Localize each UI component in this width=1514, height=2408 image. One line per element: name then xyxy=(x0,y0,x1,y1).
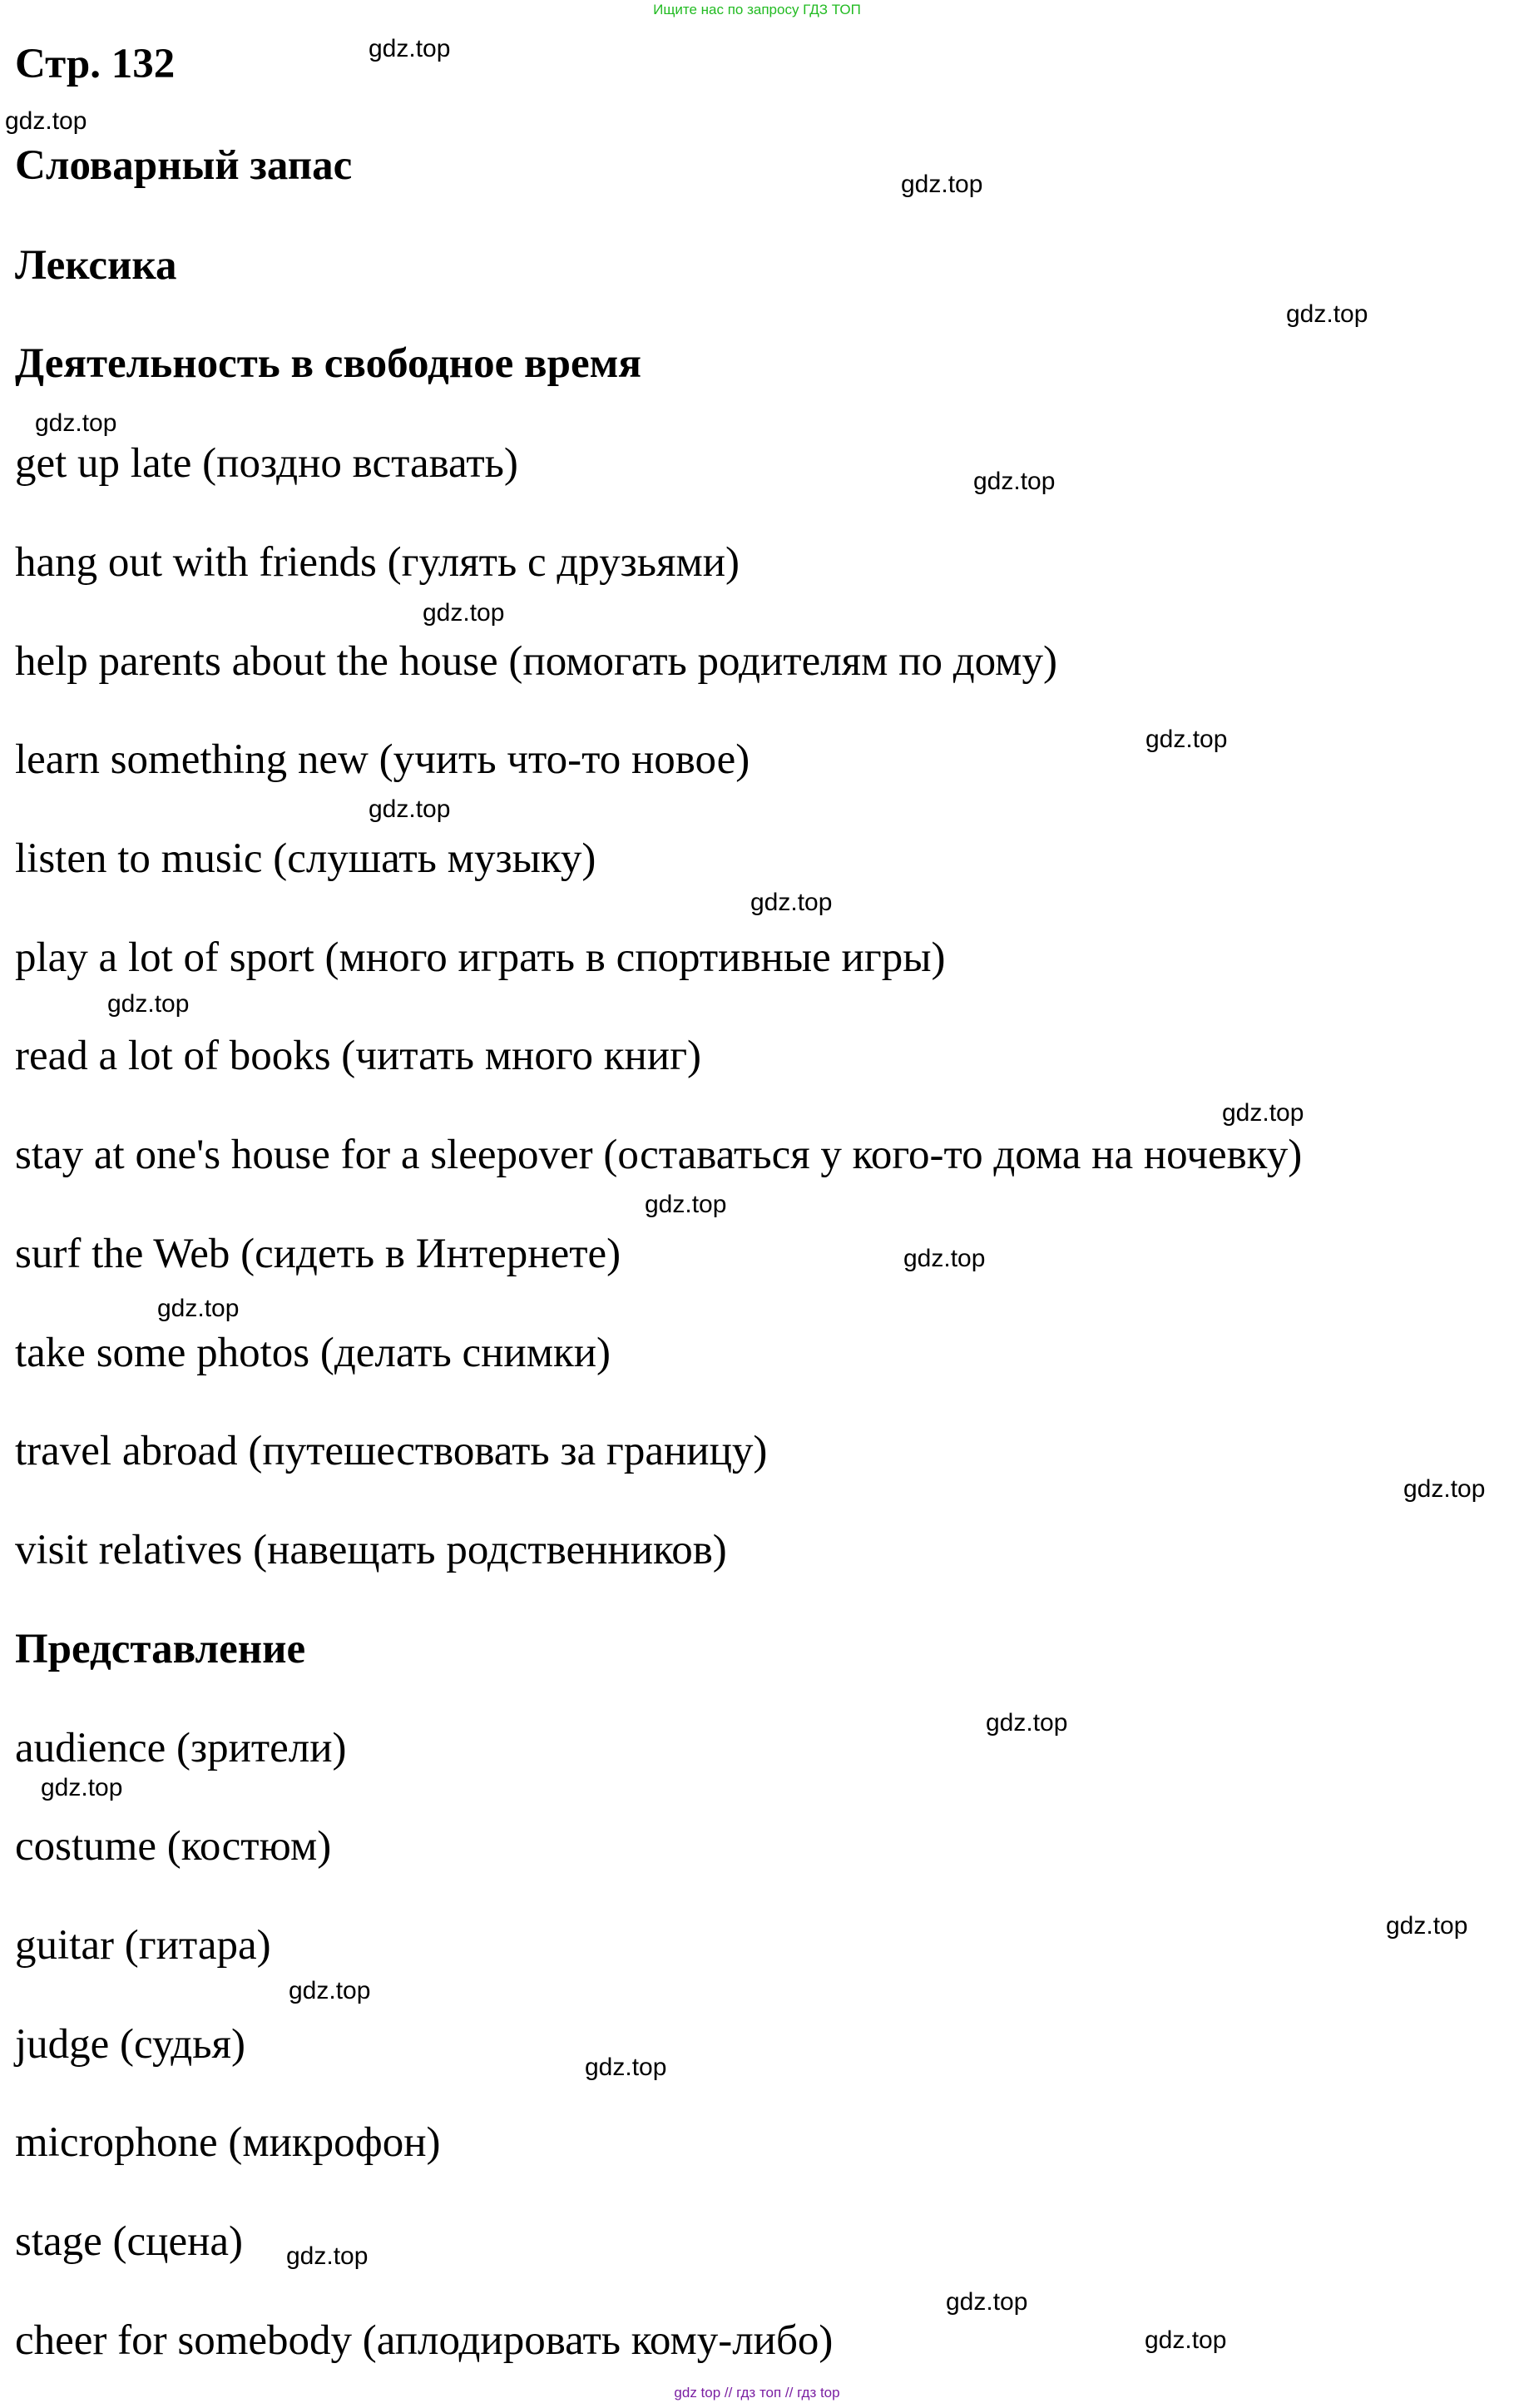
watermark: gdz.top xyxy=(5,107,87,135)
bottom-banner: gdz top // гдз топ // гдз top xyxy=(674,2385,840,2401)
watermark: gdz.top xyxy=(286,2242,369,2270)
watermark: gdz.top xyxy=(986,1709,1068,1737)
subsection-heading: Лексика xyxy=(15,242,177,289)
performance-heading: Представление xyxy=(15,1626,306,1672)
vocab-entry: visit relatives (навещать родственников) xyxy=(15,1527,727,1573)
vocab-entry: travel abroad (путешествовать за границу) xyxy=(15,1428,768,1474)
watermark: gdz.top xyxy=(35,409,117,437)
vocab-entry: surf the Web (сидеть в Интернете) xyxy=(15,1231,621,1277)
watermark: gdz.top xyxy=(157,1295,240,1322)
vocab-entry: stay at one's house for a sleepover (оставаться у кого-то дома на ночевку) xyxy=(15,1132,1303,1178)
watermark: gdz.top xyxy=(289,1977,371,2004)
watermark: gdz.top xyxy=(973,468,1056,495)
vocab-entry: help parents about the house (помогать родителям по дому) xyxy=(15,638,1057,685)
watermark: gdz.top xyxy=(585,2054,667,2081)
watermark: gdz.top xyxy=(903,1245,986,1272)
watermark: gdz.top xyxy=(1403,1475,1486,1503)
watermark: gdz.top xyxy=(423,599,505,627)
page-number: Стр. 132 xyxy=(15,41,176,87)
vocab-entry: listen to music (слушать музыку) xyxy=(15,835,596,882)
top-banner: Ищите нас по запросу ГДЗ ТОП xyxy=(653,2,861,17)
vocab-entry: judge (судья) xyxy=(15,2021,245,2068)
vocab-entry: learn something new (учить что-то новое) xyxy=(15,736,750,783)
watermark: gdz.top xyxy=(1145,726,1228,753)
vocab-entry: guitar (гитара) xyxy=(15,1922,271,1969)
vocab-entry: play a lot of sport (много играть в спортивные игры) xyxy=(15,934,946,981)
watermark: gdz.top xyxy=(41,1774,123,1801)
watermark: gdz.top xyxy=(1222,1099,1304,1127)
vocab-entry: hang out with friends (гулять с друзьями) xyxy=(15,539,740,586)
vocab-entry: stage (сцена) xyxy=(15,2218,244,2265)
watermark: gdz.top xyxy=(645,1191,727,1218)
vocab-entry: audience (зрители) xyxy=(15,1725,347,1771)
watermark: gdz.top xyxy=(901,171,983,198)
vocab-entry: microphone (микрофон) xyxy=(15,2119,441,2166)
watermark: gdz.top xyxy=(946,2288,1028,2316)
leisure-heading: Деятельность в свободное время xyxy=(15,340,641,387)
watermark: gdz.top xyxy=(1286,300,1368,328)
watermark: gdz.top xyxy=(107,990,190,1018)
vocab-entry: take some photos (делать снимки) xyxy=(15,1330,611,1376)
watermark: gdz.top xyxy=(1145,2326,1227,2354)
watermark: gdz.top xyxy=(369,35,451,62)
watermark: gdz.top xyxy=(369,795,451,823)
vocab-entry: cheer for somebody (аплодировать кому-либо) xyxy=(15,2317,834,2364)
watermark: gdz.top xyxy=(750,889,833,916)
section-heading: Словарный запас xyxy=(15,142,353,189)
vocab-entry: get up late (поздно вставать) xyxy=(15,440,518,487)
vocab-entry: read a lot of books (читать много книг) xyxy=(15,1033,701,1079)
vocab-entry: costume (костюм) xyxy=(15,1823,332,1870)
watermark: gdz.top xyxy=(1386,1912,1468,1940)
